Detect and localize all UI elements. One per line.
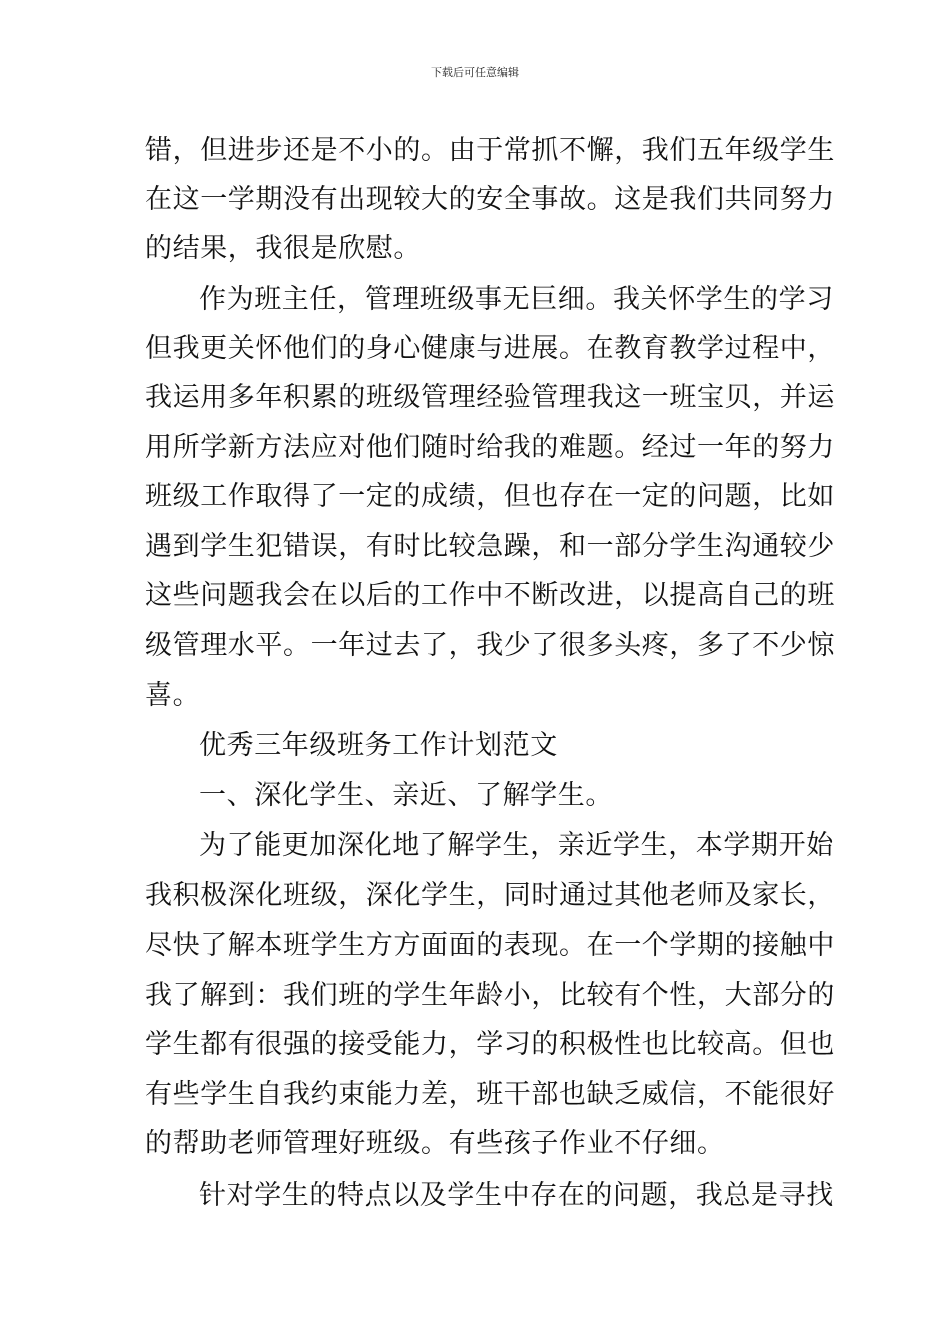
text-line: 在这一学期没有出现较大的安全事故。这是我们共同努力 [145, 184, 835, 215]
text-line: 遇到学生犯错误，有时比较急躁，和一部分学生沟通较少 [145, 531, 835, 562]
text-line: 的结果，我很是欣慰。 [145, 233, 421, 264]
text-line: 有些学生自我约束能力差，班干部也缺乏威信，不能很好 [145, 1079, 835, 1110]
text-line: 这些问题我会在以后的工作中不断改进，以提高自己的班 [145, 580, 835, 611]
text-line: 用所学新方法应对他们随时给我的难题。经过一年的努力 [145, 432, 835, 463]
text-line: 但我更关怀他们的身心健康与进展。在教育教学过程中， [145, 333, 835, 364]
page-header: 下载后可任意编辑 [431, 66, 519, 79]
text-line: 我积极深化班级，深化学生，同时通过其他老师及家长， [145, 880, 835, 911]
text-line: 我运用多年积累的班级管理经验管理我这一班宝贝，并运 [145, 382, 835, 413]
text-line: 喜。 [145, 680, 201, 711]
text-line: 我了解到：我们班的学生年龄小，比较有个性，大部分的 [145, 980, 835, 1011]
section-heading: 一、深化学生、亲近、了解学生。 [199, 780, 613, 811]
paragraph-first-line: 作为班主任，管理班级事无巨细。我关怀学生的学习 [199, 284, 834, 315]
paragraph-first-line: 为了能更加深化地了解学生，亲近学生，本学期开始 [199, 830, 834, 861]
text-line: 尽快了解本班学生方方面面的表现。在一个学期的接触中 [145, 930, 835, 961]
text-line: 错，但进步还是不小的。由于常抓不懈，我们五年级学生 [145, 135, 835, 166]
paragraph-first-line: 针对学生的特点以及学生中存在的问题，我总是寻找 [199, 1180, 834, 1211]
text-line: 的帮助老师管理好班级。有些孩子作业不仔细。 [145, 1128, 725, 1159]
text-line: 学生都有很强的接受能力，学习的积极性也比较高。但也 [145, 1029, 835, 1060]
text-line: 班级工作取得了一定的成绩，但也存在一定的问题，比如 [145, 481, 835, 512]
section-title: 优秀三年级班务工作计划范文 [199, 730, 558, 761]
text-line: 级管理水平。一年过去了，我少了很多头疼，多了不少惊 [145, 630, 835, 661]
